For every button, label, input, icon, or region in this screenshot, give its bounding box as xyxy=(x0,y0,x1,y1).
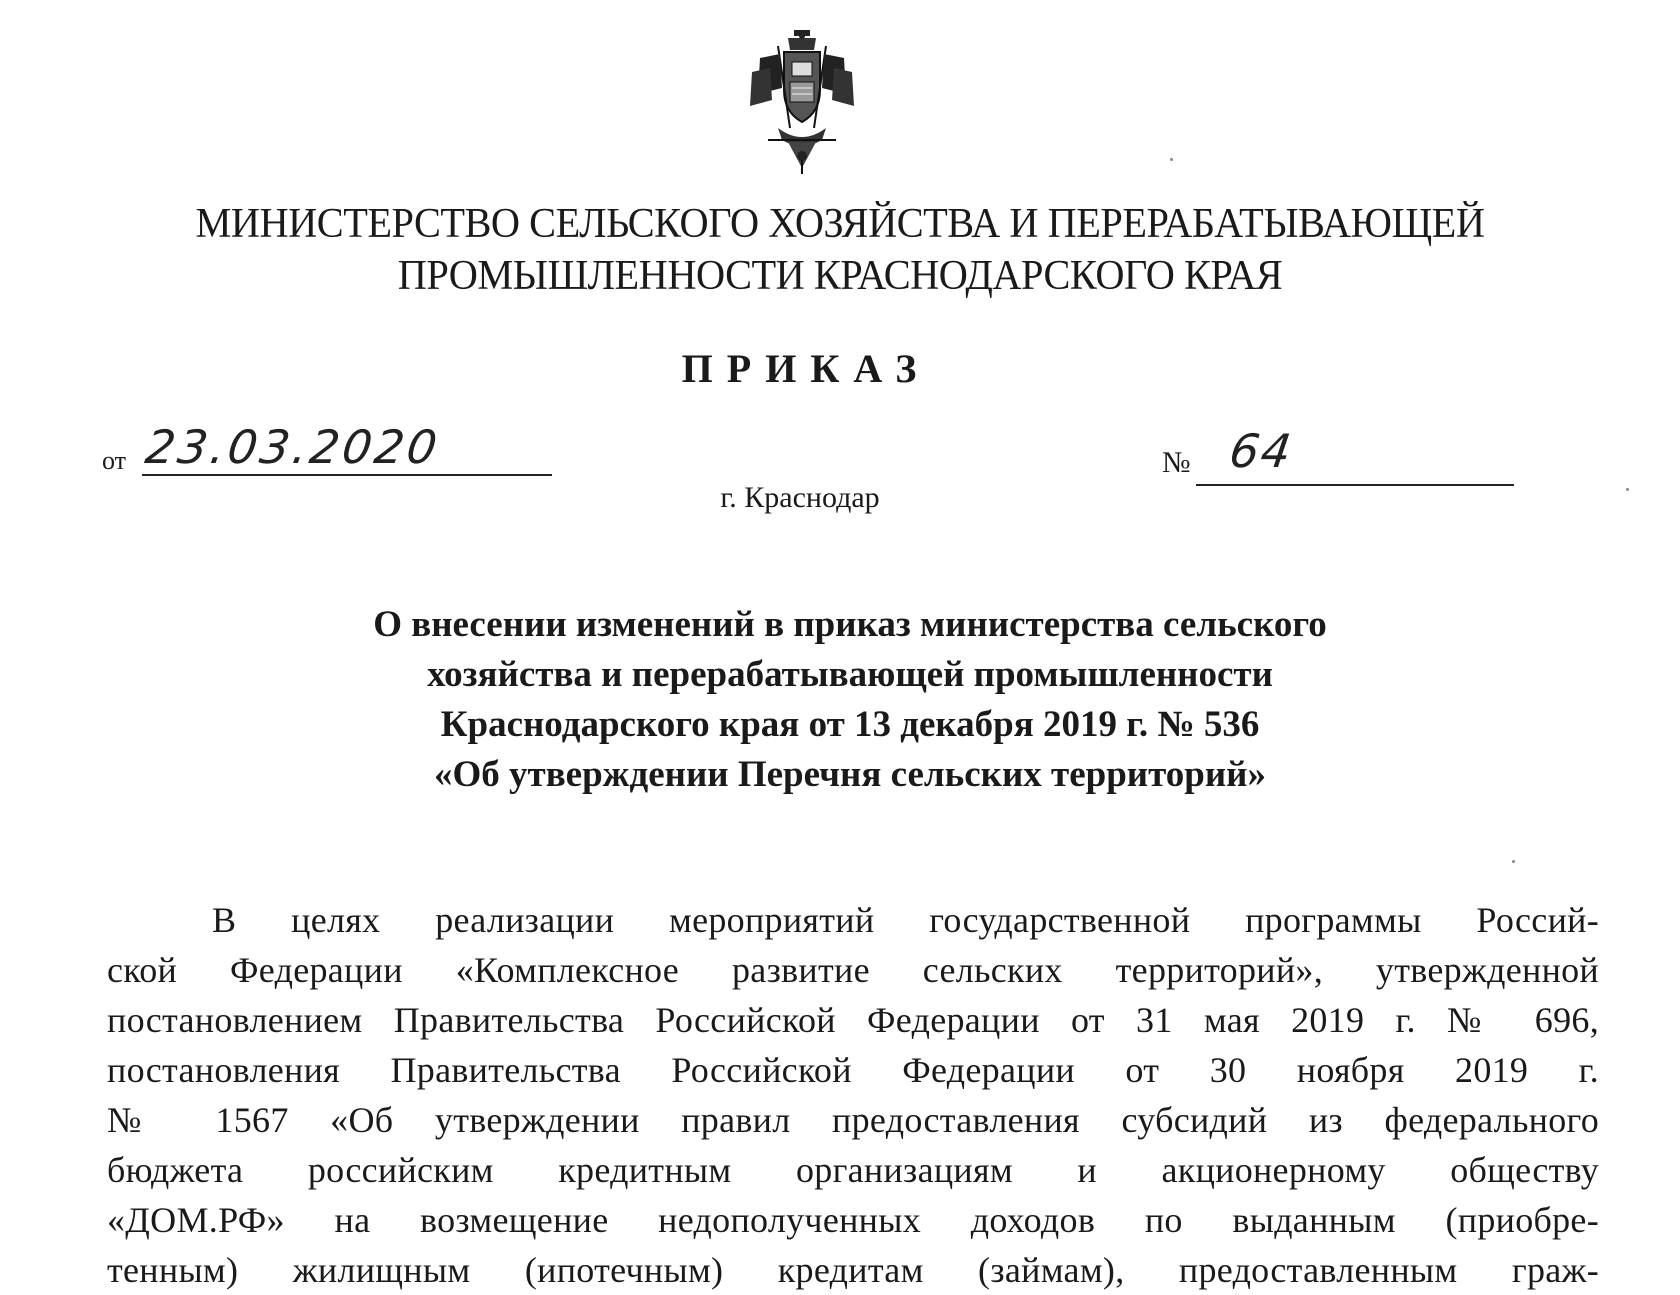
date-prefix: от xyxy=(102,446,127,475)
body-line: В целях реализации мероприятий государственной программы Россий- xyxy=(212,900,1599,940)
ministry-name xyxy=(34,198,1647,302)
ministry-name-line2: ПРОМЫШЛЕННОСТИ КРАСНОДАРСКОГО КРАЯ xyxy=(397,253,1283,299)
body-line: № 1567 «Об утверждении правил предоставления субсидий из федерального xyxy=(107,1100,1599,1140)
subject-line1: О внесении изменений в приказ министерства сельского xyxy=(373,604,1327,645)
city-name: г. Краснодар xyxy=(720,481,880,514)
scan-speck xyxy=(1512,860,1515,863)
ministry-name-line1: МИНИСТЕРСТВО СЕЛЬСКОГО ХОЗЯЙСТВА И ПЕРЕРАБАТЫВАЮЩЕЙ xyxy=(195,201,1485,247)
body-paragraph xyxy=(107,895,1599,1295)
number-prefix: № xyxy=(1162,446,1191,479)
subject-line2: хозяйства и перерабатывающей промышленности xyxy=(427,654,1273,695)
order-date xyxy=(102,420,462,480)
body-line: тенным) жилищным (ипотечным) кредитам (займам), предоставленным граж- xyxy=(107,1250,1599,1290)
body-line: постановления Правительства Российской Федерации от 30 ноября 2019 г. xyxy=(107,1050,1599,1090)
subject-line4: «Об утверждении Перечня сельских территорий» xyxy=(434,754,1266,795)
subject-line3: Краснодарского края от 13 декабря 2019 г. № 536 xyxy=(440,704,1260,745)
handwritten-date: 23.03.2020 xyxy=(142,420,444,474)
body-line: бюджета российским кредитным организациям и акционерному обществу xyxy=(107,1150,1599,1190)
scan-speck xyxy=(1170,158,1173,161)
body-line: постановлением Правительства Российской Федерации от 31 мая 2019 г. № 696, xyxy=(107,1000,1599,1040)
date-underline xyxy=(142,474,552,476)
body-line: «ДОМ.РФ» на возмещение недополученных доходов по выданным (приобре- xyxy=(107,1200,1599,1240)
document-type-title: ПРИКАЗ xyxy=(681,346,931,391)
krasnodar-coat-of-arms-icon xyxy=(748,28,856,176)
order-subject xyxy=(0,600,1680,800)
handwritten-number: 64 xyxy=(1226,424,1297,478)
scan-speck xyxy=(1626,488,1629,491)
body-line: ской Федерации «Комплексное развитие сельских территорий», утвержденной xyxy=(107,950,1599,990)
